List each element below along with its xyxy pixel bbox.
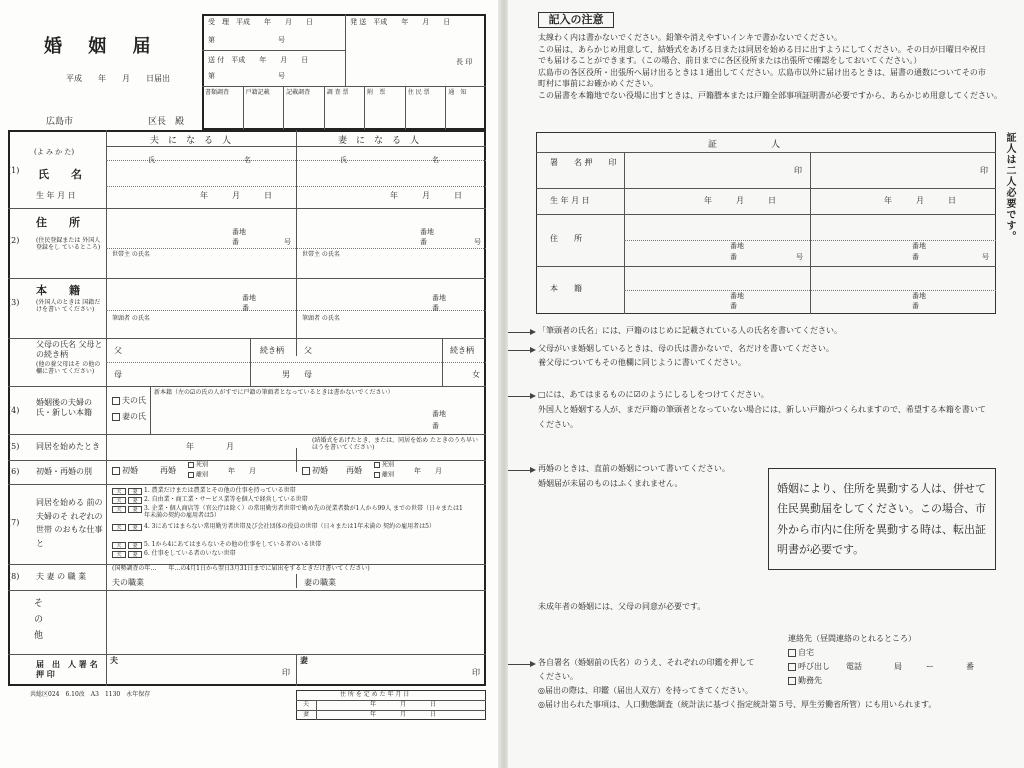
husband-occupation-box[interactable]: 夫	[112, 551, 126, 558]
wife-occupation-box[interactable]: 妻	[128, 542, 142, 549]
witness1-honseki-ban: 番	[730, 302, 737, 310]
note-remarry-2: 婚姻届が未届のものはふくまれません。	[538, 479, 683, 488]
office-cell-divider	[243, 86, 244, 130]
witness2-banchi: 番地	[912, 242, 926, 250]
witness-side-note: 証人は二人必要です。	[1004, 132, 1015, 242]
husband-banchi: 番地	[232, 228, 246, 236]
contact-home-option[interactable]: 自宅	[788, 648, 814, 658]
parents-label: 父母の氏名 父母との続き柄	[36, 340, 103, 359]
col-husband-header: 夫 に な る 人	[150, 136, 232, 146]
occupation-option[interactable]	[112, 524, 464, 532]
note-line: でも届けることができます。（この場合、前日までに各区役所または出張所で確認をしておいてください。）	[538, 56, 922, 66]
wife-honseki-ban: 番	[432, 304, 439, 312]
note-remarry-1: 再婚のときは、直前の婚姻について書いてください。	[538, 464, 730, 473]
new-honseki-label: 新本籍（左の☑の氏の人がすでに戸籍の筆頭者となっているときは書かないでください）	[154, 389, 394, 396]
note-stats: ◎届け出られた事項は、人口動態調査（統計法に基づく指定統計第５号、厚生労働省所管）にも用いられます。	[538, 700, 937, 709]
new-honseki-banchi: 番地	[432, 410, 446, 418]
row-num-8: (8)	[8, 572, 20, 581]
birth-label: 生 年 月 日	[36, 191, 76, 200]
occupation-option[interactable]	[112, 551, 464, 559]
note-check-2: 外国人と婚姻する人が、まだ戸籍の筆頭者となっていない場合には、新しい戸籍がつくられますので、希望する本籍を書いて	[538, 405, 986, 414]
occupation-option-label: 3. 企業・個人商店等（官公庁は除く）の常用勤労者世帯で勤め先の従業者数が1人から99人 までの世帯（日々または1年未満の契約の雇用者は5）	[144, 505, 463, 519]
witness-honseki-label: 本 籍	[550, 284, 582, 293]
form-left-page	[0, 0, 500, 768]
arrow-hittousha	[508, 332, 532, 333]
wife-householder-label: 世帯主 の氏名	[302, 251, 340, 258]
witness2-go: 号	[982, 253, 989, 261]
office-cell: 通 知	[448, 89, 467, 96]
row-num-4: (4)	[8, 406, 20, 415]
wife-surname-label: 氏	[340, 156, 347, 164]
office-cell-divider	[324, 86, 325, 130]
checkbox-icon	[788, 649, 796, 657]
occupation-option[interactable]	[112, 506, 464, 519]
witness-title: 証 人	[708, 140, 781, 150]
arrow-right-icon	[530, 347, 536, 353]
occupation-option-label: 1. 農業だけまたは農業とその他の仕事を持っている世帯	[144, 487, 296, 494]
note-parents-2: 養父母についてもその他欄に同じように書いてください。	[538, 358, 746, 367]
wife-father-label: 父	[304, 346, 312, 355]
office-seal: 長 印	[456, 58, 473, 66]
note-line: 町村に事前にお確かめください。	[538, 79, 658, 89]
note-hittousha: 「筆頭者の氏名」には、戸籍のはじめに記載されている人の氏名を書いてください。	[538, 326, 842, 335]
wife-divorce-option[interactable]: 離別	[374, 472, 394, 479]
address-note: (住民登録または 外国人登録をし ているところ)	[36, 237, 101, 251]
contact-tel-field[interactable]: 電話 局 ー 番	[846, 662, 974, 671]
office-cell-divider	[364, 86, 365, 130]
row-num-2: (2)	[8, 236, 20, 245]
signer-wife-label: 妻	[300, 655, 308, 665]
residence-box-title: 住 所 を 定 め た 年 月 日	[340, 691, 410, 698]
office-delivered-no: 第 号	[208, 72, 285, 80]
wife-death-option[interactable]: 死別	[374, 462, 394, 469]
occupation-option[interactable]	[112, 542, 464, 550]
residence-husband-date[interactable]: 年 月 日	[370, 701, 437, 708]
witness1-honseki-banchi: 番地	[730, 292, 744, 300]
notes-list	[538, 32, 1002, 102]
residence-wife-label: 妻	[303, 711, 310, 718]
checkbox-icon	[112, 397, 120, 405]
husband-ban: 番	[232, 238, 239, 246]
addressee-city: 広島市	[46, 117, 74, 127]
footer-code: 共総区024 6.10改 A3 1130 永年保存	[30, 691, 151, 698]
arrow-sign	[508, 664, 532, 665]
other-label: そ の 他	[34, 599, 44, 642]
husband-honseki-banchi: 番地	[242, 294, 256, 302]
cohabit-date-field[interactable]: 年 月	[186, 442, 234, 451]
note-check-1: □には、あてはまるものに☑のようにしるしをつけてください。	[538, 390, 769, 399]
note-seal: ◎届出の際は、印鑑（届出人双方）を持ってきてください。	[538, 686, 753, 695]
wife-remarriage-date[interactable]: 年 月	[414, 467, 442, 475]
contact-title: 連絡先（昼間連絡のとれるところ）	[788, 634, 916, 643]
contact-work-option[interactable]: 勤務先	[788, 676, 822, 686]
wife-job-field[interactable]: 妻の職業	[304, 578, 336, 587]
signer-husband-seal[interactable]: 印	[282, 668, 290, 677]
checkbox-icon	[112, 467, 120, 475]
husband-go: 号	[284, 238, 291, 246]
occupation-option[interactable]	[112, 497, 464, 505]
checkbox-icon	[112, 413, 120, 421]
checkbox-icon	[788, 663, 796, 671]
contact-call-option[interactable]: 呼び出し	[788, 662, 830, 672]
checkbox-icon	[188, 462, 194, 468]
notice-box: 婚姻により、住所を異動する人は、併せて住民異動届をしてください。この場合、市外から市内に住所を異動する時は、転出証明書が必要です。	[768, 468, 996, 570]
husband-occupation-box[interactable]: 夫	[112, 497, 126, 504]
husband-occupation-box[interactable]: 夫	[112, 506, 126, 513]
signer-wife-seal[interactable]: 印	[472, 668, 480, 677]
office-delivered: 送 付 平成 年 月 日	[208, 56, 309, 64]
husband-remarriage-date[interactable]: 年 月	[228, 467, 256, 475]
witness1-banchi: 番地	[730, 242, 744, 250]
cohabit-label: 同居を始めたとき	[36, 442, 100, 451]
note-minor: 未成年者の婚姻には、父母の同意が必要です。	[538, 602, 706, 611]
husband-householder-label: 世帯主 の氏名	[112, 251, 150, 258]
husband-birth-field[interactable]: 年 月 日	[200, 191, 272, 200]
office-cell: 住 民 票	[407, 89, 430, 96]
row-num-5: (5)	[8, 442, 20, 451]
wife-surname-option[interactable]: 妻の氏	[112, 412, 146, 422]
office-sent: 発 送 平成 年 月 日	[350, 18, 451, 26]
addressee-ward: 区長 殿	[148, 117, 185, 127]
wife-birth-field[interactable]: 年 月 日	[390, 191, 462, 200]
witness2-seal[interactable]: 印	[980, 166, 988, 175]
arrow-parents	[508, 350, 532, 351]
arrow-right-icon	[530, 467, 536, 473]
office-cell: 附 票	[367, 89, 386, 96]
husband-given-label: 名	[244, 156, 251, 164]
checkbox-icon	[788, 677, 796, 685]
wife-banchi: 番地	[420, 228, 434, 236]
wife-remarriage[interactable]: 再婚	[346, 466, 362, 475]
husband-relation-label: 続き柄	[260, 346, 284, 355]
notes-title: 記入の注意	[538, 12, 614, 28]
office-cell-divider	[283, 86, 284, 130]
witness-birth-label: 生 年 月 日	[550, 196, 590, 205]
row-num-7: (7)	[8, 518, 20, 527]
note-line: この届は、あらかじめ用意して、結婚式をあげる日または同居を始める日に出すようにしてください。その日が日曜日や祝日	[538, 44, 986, 54]
arrow-check	[508, 396, 532, 397]
residence-wife-date[interactable]: 年 月 日	[370, 711, 437, 718]
note-sign-1: 各自署名（婚姻前の氏名）のうえ、それぞれの印鑑を押して	[538, 658, 755, 667]
office-received-no: 第 号	[208, 36, 285, 44]
wife-occupation-box[interactable]: 妻	[128, 551, 142, 558]
wife-female-label: 女	[472, 370, 480, 379]
witness1-go: 号	[796, 253, 803, 261]
husband-remarriage[interactable]: 再婚	[160, 466, 176, 475]
checkbox-icon	[302, 467, 310, 475]
witness2-honseki-banchi: 番地	[912, 292, 926, 300]
form-right-page	[508, 0, 1024, 768]
husband-male-label: 男	[282, 370, 290, 379]
arrow-remarry	[508, 470, 532, 471]
name-label: 氏 名	[38, 168, 82, 181]
husband-occupation-box[interactable]: 夫	[112, 488, 126, 495]
checkbox-icon	[374, 472, 380, 478]
wife-go: 号	[474, 238, 481, 246]
wife-honseki-banchi: 番地	[432, 294, 446, 302]
husband-divorce-option[interactable]: 離別	[188, 472, 208, 479]
husband-surname-label: 氏	[148, 156, 155, 164]
occupation-option-label: 5. 1から4にあてはまらないその他の仕事をしている者のいる世帯	[144, 541, 322, 548]
husband-first-marriage[interactable]: 初婚	[112, 466, 138, 476]
witness1-ban: 番	[730, 253, 737, 261]
wife-occupation-box[interactable]: 妻	[128, 497, 142, 504]
note-line: 広島市の各区役所・出張所へ届け出るときは１通出してください。広島市以外に届け出るときは、届書の通数についてその市	[538, 67, 986, 77]
husband-job-field[interactable]: 夫の職業	[112, 578, 144, 587]
wife-occupation-box[interactable]: 妻	[128, 506, 142, 513]
office-received: 受 理 平成 年 月 日	[208, 18, 313, 26]
husband-mother-label: 母	[114, 370, 122, 379]
parents-note: (他の養父母はそ の他の欄に書い てください)	[36, 361, 101, 375]
occupation-option[interactable]	[112, 488, 464, 496]
witness2-birth[interactable]: 年 月 日	[884, 196, 956, 205]
wife-given-label: 名	[432, 156, 439, 164]
wife-occupation-box[interactable]: 妻	[128, 524, 142, 531]
witness1-seal[interactable]: 印	[794, 166, 802, 175]
note-line: 太線わく内は書かないでください。鉛筆や消えやすいインキで書かないでください。	[538, 33, 842, 42]
row-num-6: (6)	[8, 467, 20, 476]
office-cell: 戸籍記載	[245, 89, 270, 96]
arrow-right-icon	[530, 393, 536, 399]
note-sign-2: ください。	[538, 672, 578, 681]
office-cell-divider	[445, 86, 446, 130]
note-parents-1: 父母がいま婚姻しているときは、母の氏は書かないで、名だけを書いてください。	[538, 344, 834, 353]
honseki-note: (外国人のときは 国籍だけを書い てください)	[36, 299, 101, 313]
wife-occupation-box[interactable]: 妻	[128, 488, 142, 495]
office-cell: 書類調査	[205, 89, 230, 96]
yomikata-label: (よ み か た)	[34, 148, 75, 156]
note-line: この届書を本籍地でない役場に出すときは、戸籍謄本または戸籍全部事項証明書が必要ですから、あらかじめ用意してください。	[538, 90, 1002, 100]
job-label: 夫 妻 の 職 業	[36, 572, 87, 581]
row-num-1: (1)	[8, 166, 20, 175]
new-honseki-ban: 番	[432, 422, 439, 430]
honseki-label: 本 籍	[36, 284, 80, 297]
job-note: (国勢調査の年… 年…の4月1日から翌日3月31日までに届出をするときだけ書いてください)	[112, 565, 370, 572]
wife-relation-label: 続き柄	[450, 346, 474, 355]
col-wife-header: 妻 に な る 人	[338, 136, 420, 146]
husband-surname-option[interactable]: 夫の氏	[112, 396, 146, 406]
occupation-option-label: 6. 仕事をしている者のいない世帯	[144, 550, 236, 557]
wife-ban: 番	[420, 238, 427, 246]
office-cell-divider	[405, 86, 406, 130]
witness-address-label: 住 所	[550, 234, 582, 243]
cohabit-note: (結婚式をあげたとき、または、同居を始め たときのうち早いほうを書いてください)	[312, 437, 479, 451]
newname-label: 婚姻後の夫婦の 氏・新しい本籍	[36, 398, 92, 417]
residence-husband-label: 夫	[303, 701, 310, 708]
submit-date[interactable]: 平成 年 月 日届出	[66, 74, 170, 83]
husband-father-label: 父	[114, 346, 122, 355]
husband-occupation-box[interactable]: 夫	[112, 524, 126, 531]
witness2-honseki-ban: 番	[912, 302, 919, 310]
signer-husband-label: 夫	[110, 655, 118, 665]
witness1-birth[interactable]: 年 月 日	[704, 196, 776, 205]
office-cell: 調 査 票	[326, 89, 349, 96]
arrow-right-icon	[530, 329, 536, 335]
wife-mother-label: 母	[304, 370, 312, 379]
husband-occupation-box[interactable]: 夫	[112, 542, 126, 549]
row-num-3: (3)	[8, 298, 20, 307]
arrow-right-icon	[530, 661, 536, 667]
address-label: 住 所	[36, 216, 80, 229]
witness-sign-label: 署 名 押 印	[550, 158, 617, 167]
occupation-label: 同居を始める 前の夫婦のそ れぞれの世帯 のおもな仕事と	[36, 498, 103, 548]
form-title: 婚 姻 届	[44, 36, 161, 57]
note-check-3: ください。	[538, 420, 578, 429]
wife-hittousha-label: 筆頭者 の氏名	[302, 315, 340, 322]
checkbox-icon	[188, 472, 194, 478]
checkbox-icon	[374, 462, 380, 468]
witness2-ban: 番	[912, 253, 919, 261]
other-field[interactable]	[108, 592, 484, 652]
occupation-option-label: 2. 自由業・商工業・サービス業等を個人で経営している世帯	[144, 496, 308, 503]
husband-death-option[interactable]: 死別	[188, 462, 208, 469]
husband-hittousha-label: 筆頭者 の氏名	[112, 315, 150, 322]
husband-honseki-ban: 番	[242, 304, 249, 312]
office-cell: 記載調査	[286, 89, 311, 96]
marriage-type-label: 初婚・再婚の別	[36, 467, 92, 476]
occupation-option-label: 4. 3にあてはまらない常用勤労者世帯及び会社団体の役員の世帯（日々または1年未満の 契約の雇用者は5）	[144, 523, 435, 530]
wife-first-marriage[interactable]: 初婚	[302, 466, 328, 476]
signer-label: 届 出 人 署 名 押 印	[36, 659, 98, 679]
